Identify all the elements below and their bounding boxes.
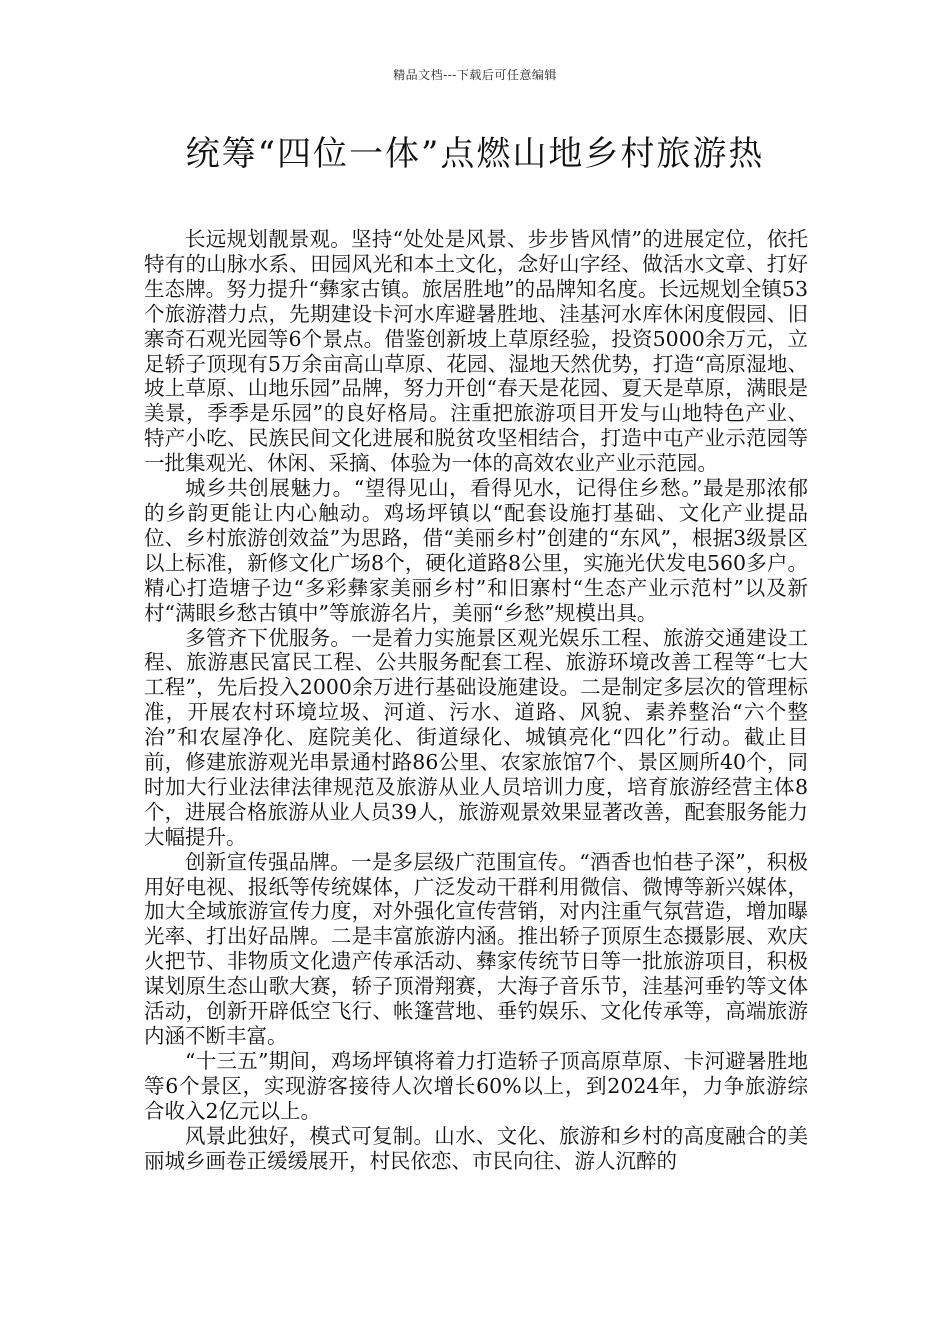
paragraph-five-year-plan: “十三五”期间，鸡场坪镇将着力打造轿子顶高原草原、卡河避暑胜地等6个景区，实现游客接待人次增长60%以上，到2024年，力争旅游综合收入2亿元以上。 <box>144 1048 808 1123</box>
document-body <box>144 227 808 1173</box>
paragraph-urban-rural: 城乡共创展魅力。“望得见山，看得见水，记得住乡愁。”最是那浓郁的乡韵更能让内心触动。鸡场坪镇以“配套设施打基础、文化产业提品位、乡村旅游创效益”为思路，借“美丽乡村”创建的“东风”，根据3级景区以上标准，新修文化广场8个，硬化道路8公里，实施光伏发电560多户。精心打造塘子边“多彩彝家美丽乡村”和旧寨村“生态产业示范村”以及新村“满眼乡愁古镇中”等旅游名片，美丽“乡愁”规模出具。 <box>144 476 808 625</box>
paragraph-scenery: 风景此独好，模式可复制。山水、文化、旅游和乡村的高度融合的美丽城乡画卷正缓缓展开，村民依恋、市民向往、游人沉醉的 <box>144 1123 808 1173</box>
paragraph-services: 多管齐下优服务。一是着力实施景区观光娱乐工程、旅游交通建设工程、旅游惠民富民工程、公共服务配套工程、旅游环境改善工程等“七大工程”，先后投入2000余万进行基础设施建设。二是制定多层次的管理标准，开展农村环境垃圾、河道、污水、道路、风貌、素养整治“六个整治”和农屋净化、庭院美化、街道绿化、城镇亮化“四化”行动。截止目前，修建旅游观光串景通村路86公里、农家旅馆7个、景区厕所40个，同时加大行业法律法律规范及旅游从业人员培训力度，培育旅游经营主体8个，进展合格旅游从业人员39人，旅游观景效果显著改善，配套服务能力大幅提升。 <box>144 625 808 849</box>
document-title: 统筹“四位一体”点燃山地乡村旅游热 <box>185 134 765 174</box>
paragraph-planning: 长远规划靓景观。坚持“处处是风景、步步皆风情”的进展定位，依托特有的山脉水系、田园风光和本土文化，念好山字经、做活水文章、打好生态牌。努力提升“彝家古镇。旅居胜地”的品牌知名度。长远规划全镇53个旅游潜力点，先期建设卡河水库避暑胜地、洼基河水库休闲度假园、旧寨奇石观光园等6个景点。借鉴创新坡上草原经验，投资5000余万元，立足轿子顶现有5万余亩高山草原、花园、湿地天然优势，打造“高原湿地、坡上草原、山地乐园”品牌，努力开创“春天是花园、夏天是草原，满眼是美景，季季是乐园”的良好格局。注重把旅游项目开发与山地特色产业、特产小吃、民族民间文化进展和脱贫攻坚相结合，打造中屯产业示范园等一批集观光、休闲、采摘、体验为一体的高效农业产业示范园。 <box>144 227 808 476</box>
header-note: 精品文档---下载后可任意编辑 <box>393 68 557 82</box>
paragraph-branding: 创新宣传强品牌。一是多层级广范围宣传。“酒香也怕巷子深”，积极用好电视、报纸等传统媒体，广泛发动干群利用微信、微博等新兴媒体，加大全域旅游宣传力度，对外强化宣传营销，对内注重气氛营造，增加曝光率、打出好品牌。二是丰富旅游内涵。推出轿子顶原生态摄影展、欢庆火把节、非物质文化遗产传承活动、彝家传统节日等一批旅游项目，积极谋划原生态山歌大赛，轿子顶滑翔赛，大海子音乐节，洼基河垂钓等文体活动，创新开辟低空飞行、帐篷营地、垂钓娱乐、文化传承等，高端旅游内涵不断丰富。 <box>144 849 808 1048</box>
